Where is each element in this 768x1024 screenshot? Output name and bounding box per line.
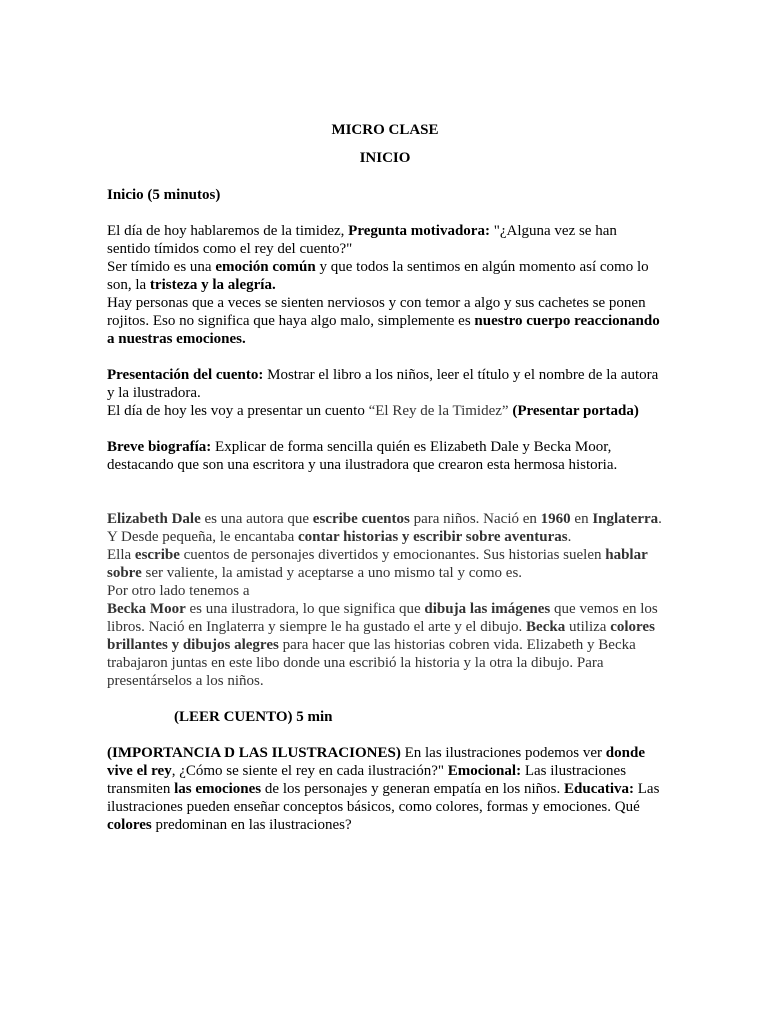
text-run: Hay personas que a veces se sienten nerviosos y con temor a algo y sus cachetes se ponen rojitos. Eso no significa que haya algo malo, simplemente es — [107, 295, 646, 329]
document-page — [107, 121, 663, 834]
bold-run: Pregunta motivadora: — [348, 223, 490, 239]
bold-run: Becka — [526, 619, 566, 635]
bold-run: (IMPORTANCIA D LAS ILUSTRACIONES) — [107, 745, 401, 761]
text-run: de los personajes y generan empatía en los niños. — [261, 781, 564, 797]
leer-cuento-heading: (LEER CUENTO) 5 min — [174, 709, 333, 725]
bold-run: las emociones — [174, 781, 262, 797]
document-title: MICRO CLASE — [331, 122, 439, 138]
text-run: "¿Alguna vez se han sentido tímidos como el rey del cuento?" — [107, 223, 617, 257]
text-run: El día de hoy les voy a presentar un cuento — [107, 403, 369, 419]
text-run: en — [570, 511, 593, 527]
paragraph-por-otro-lado: Por otro lado tenemos a — [107, 583, 250, 599]
bold-run: Emocional: — [447, 763, 522, 779]
text-run: es una ilustradora, lo que significa que — [185, 601, 425, 617]
bold-run: Presentación del cuento: — [107, 367, 264, 383]
text-run: , ¿Cómo se siente el rey en cada ilustración?" — [171, 763, 448, 779]
text-run: . — [567, 529, 572, 545]
bold-run: nuestro cuerpo reaccionando a nuestras emociones. — [107, 313, 660, 347]
paragraph-pregunta — [107, 222, 663, 258]
text-run: El día de hoy hablaremos de la timidez, — [107, 223, 349, 239]
bold-run: Inglaterra — [592, 511, 659, 527]
bold-run: Educativa: — [564, 781, 635, 797]
text-run: cuentos de personajes divertidos y emocionantes. Sus historias suelen — [179, 547, 606, 563]
bold-run: donde vive el rey — [107, 745, 645, 779]
bold-run: 1960 — [540, 511, 571, 527]
text-run: es una autora que — [200, 511, 313, 527]
bold-run: contar historias y escribir sobre aventuras — [298, 529, 568, 545]
bold-run: Breve biografía: — [107, 439, 212, 455]
text-run: y que todos la sentimos en algún momento así como lo son, la — [107, 259, 649, 293]
text-run: para niños. Nació en — [409, 511, 541, 527]
book-title: “El Rey de la Timidez” — [368, 403, 509, 419]
text-run: Explicar de forma sencilla quién es Elizabeth Dale y Becka Moor, destacando que son una escritora y una ilustradora que crearon esta hermosa historia. — [107, 439, 618, 473]
bold-run: colores — [107, 817, 152, 833]
text-run: predominan en las ilustraciones? — [151, 817, 352, 833]
text-run: . Y Desde pequeña, le encantaba — [107, 511, 662, 545]
paragraph-becka — [107, 600, 663, 690]
bold-run: colores brillantes y dibujos alegres — [107, 619, 655, 653]
section-heading-inicio — [107, 186, 663, 204]
bold-run: escribe — [134, 547, 180, 563]
bold-run: tristeza y la alegría. — [149, 277, 276, 293]
bold-run: dibuja las imágenes — [424, 601, 551, 617]
paragraph-biografia — [107, 438, 663, 474]
bold-run: emoción común — [215, 259, 316, 275]
paragraph-ella — [107, 546, 663, 582]
text-run: En las ilustraciones podemos ver — [400, 745, 606, 761]
paragraph-elizabeth — [107, 510, 663, 546]
text-run: Ser tímido es una — [107, 259, 216, 275]
text-run: ser valiente, la amistad y aceptarse a uno mismo tal y como es. — [141, 565, 523, 581]
inicio-label: Inicio (5 minutos) — [107, 187, 221, 203]
bold-run: escribe cuentos — [312, 511, 410, 527]
text-run: Mostrar el libro a los niños, leer el título y el nombre de la autora y la ilustradora. — [107, 367, 659, 401]
bold-run: Elizabeth Dale — [107, 511, 201, 527]
bold-run: Becka Moor — [107, 601, 186, 617]
paragraph-ilustraciones — [107, 744, 663, 834]
text-run: Las ilustraciones pueden enseñar conceptos básicos, como colores, formas y emociones. Qué — [107, 781, 660, 815]
document-subtitle: INICIO — [359, 150, 411, 166]
text-run: Ella — [107, 547, 135, 563]
text-run: para hacer que las historias cobren vida. Elizabeth y Becka trabajaron juntas en este libo donde una escribió la historia y la otra la dibujo. Para presentárselos a los niños. — [107, 637, 636, 689]
paragraph-nervios — [107, 294, 663, 348]
text-run: utiliza — [565, 619, 611, 635]
paragraph-presentacion — [107, 366, 663, 402]
bold-run: (Presentar portada) — [508, 403, 639, 419]
bold-run: hablar sobre — [107, 547, 648, 581]
paragraph-cuento — [107, 402, 663, 420]
paragraph-emocion — [107, 258, 663, 294]
text-run: Las ilustraciones transmiten — [107, 763, 627, 797]
text-run: que vemos en los libros. Nació en Inglaterra y siempre le ha gustado el arte y el dibujo. — [107, 601, 658, 635]
